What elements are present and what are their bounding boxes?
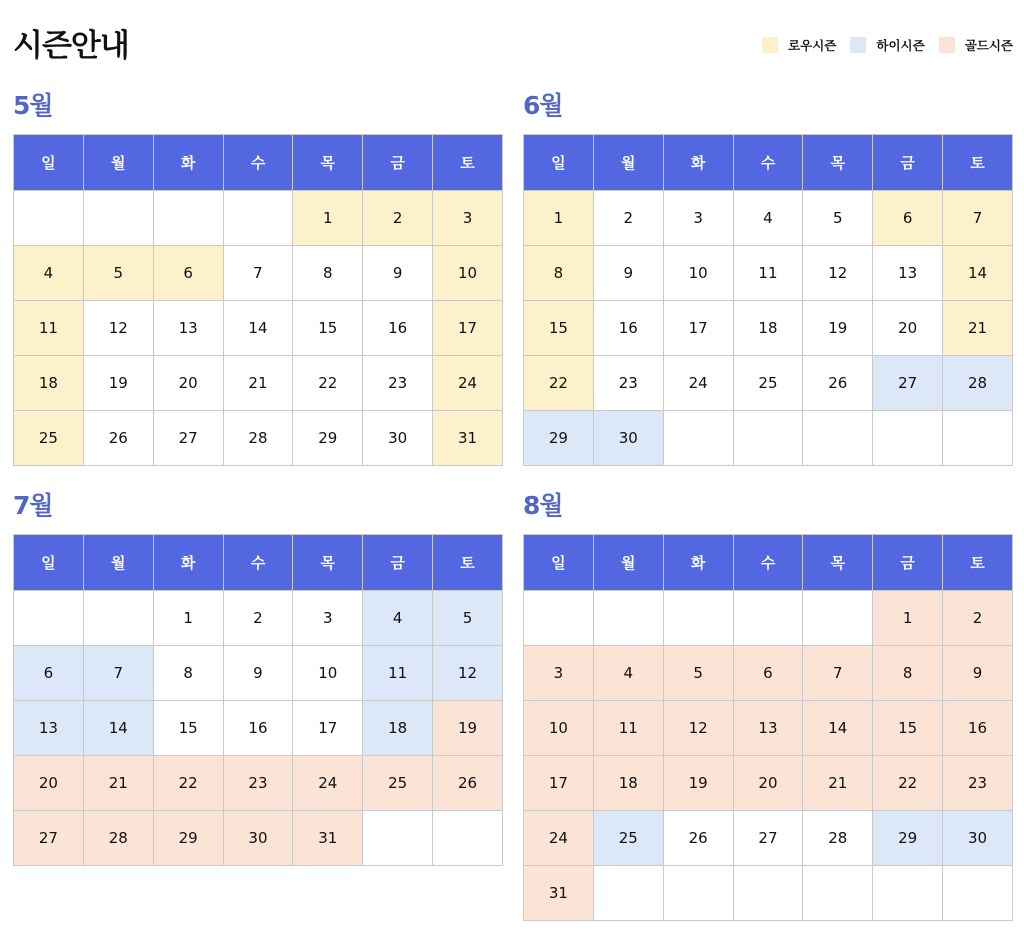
day-cell[interactable]: 5 — [663, 646, 733, 701]
weekday-header: 금 — [363, 135, 433, 191]
day-cell[interactable]: 16 — [363, 301, 433, 356]
week-row — [524, 246, 1013, 301]
day-cell[interactable]: 29 — [873, 811, 943, 866]
day-cell[interactable]: 19 — [83, 356, 153, 411]
empty-cell — [14, 591, 84, 646]
calendar-table — [523, 534, 1013, 921]
day-cell[interactable]: 8 — [524, 246, 594, 301]
weekday-header: 일 — [524, 535, 594, 591]
empty-cell — [363, 811, 433, 866]
day-cell[interactable]: 22 — [153, 756, 223, 811]
day-cell[interactable]: 24 — [663, 356, 733, 411]
day-cell[interactable]: 31 — [293, 811, 363, 866]
empty-cell — [14, 191, 84, 246]
calendar-may — [13, 134, 503, 466]
day-cell[interactable]: 22 — [873, 756, 943, 811]
week-row — [14, 411, 503, 466]
day-cell[interactable]: 14 — [223, 301, 293, 356]
day-cell[interactable]: 31 — [524, 866, 594, 921]
empty-cell — [83, 591, 153, 646]
empty-cell — [153, 191, 223, 246]
day-cell[interactable]: 15 — [873, 701, 943, 756]
day-cell[interactable]: 12 — [663, 701, 733, 756]
weekday-header: 월 — [593, 535, 663, 591]
weekday-header: 화 — [663, 535, 733, 591]
legend-swatch-low — [762, 37, 778, 53]
day-cell[interactable]: 27 — [14, 811, 84, 866]
weekday-header: 월 — [83, 135, 153, 191]
weekday-header-row — [14, 535, 503, 591]
weekday-header: 목 — [293, 135, 363, 191]
weekday-header-row — [524, 535, 1013, 591]
day-cell[interactable]: 14 — [83, 701, 153, 756]
day-cell[interactable]: 24 — [293, 756, 363, 811]
day-cell[interactable]: 6 — [733, 646, 803, 701]
day-cell[interactable]: 9 — [593, 246, 663, 301]
day-cell[interactable]: 17 — [293, 701, 363, 756]
calendar-table — [13, 134, 503, 466]
day-cell[interactable]: 3 — [663, 191, 733, 246]
calendar-june — [523, 134, 1013, 466]
day-cell[interactable]: 1 — [873, 591, 943, 646]
legend-label: 하이시즌 — [876, 38, 925, 53]
day-cell[interactable]: 8 — [873, 646, 943, 701]
day-cell[interactable]: 6 — [873, 191, 943, 246]
legend-label: 로우시즌 — [788, 38, 837, 53]
weekday-header: 수 — [733, 535, 803, 591]
day-cell[interactable]: 17 — [524, 756, 594, 811]
day-cell[interactable]: 8 — [153, 646, 223, 701]
day-cell[interactable]: 7 — [223, 246, 293, 301]
weekday-header: 화 — [153, 135, 223, 191]
empty-cell — [733, 866, 803, 921]
empty-cell — [803, 866, 873, 921]
day-cell[interactable]: 15 — [524, 301, 594, 356]
day-cell[interactable]: 7 — [943, 191, 1013, 246]
month-title-june: 6월 — [523, 91, 563, 120]
day-cell[interactable]: 17 — [433, 301, 503, 356]
week-row — [524, 756, 1013, 811]
day-cell[interactable]: 18 — [363, 701, 433, 756]
weekday-header-row — [14, 135, 503, 191]
calendar-august — [523, 534, 1013, 921]
day-cell[interactable]: 4 — [363, 591, 433, 646]
legend-item-low — [762, 36, 836, 54]
week-row — [14, 301, 503, 356]
day-cell[interactable]: 15 — [153, 701, 223, 756]
day-cell[interactable]: 11 — [733, 246, 803, 301]
empty-cell — [83, 191, 153, 246]
day-cell[interactable]: 1 — [293, 191, 363, 246]
empty-cell — [943, 866, 1013, 921]
day-cell[interactable]: 23 — [943, 756, 1013, 811]
day-cell[interactable]: 30 — [593, 411, 663, 466]
day-cell[interactable]: 2 — [363, 191, 433, 246]
day-cell[interactable]: 4 — [14, 246, 84, 301]
day-cell[interactable]: 25 — [593, 811, 663, 866]
day-cell[interactable]: 23 — [223, 756, 293, 811]
empty-cell — [873, 866, 943, 921]
day-cell[interactable]: 18 — [14, 356, 84, 411]
day-cell[interactable]: 19 — [433, 701, 503, 756]
day-cell[interactable]: 19 — [803, 301, 873, 356]
weekday-header: 월 — [593, 135, 663, 191]
day-cell[interactable]: 12 — [433, 646, 503, 701]
day-cell[interactable]: 10 — [524, 701, 594, 756]
day-cell[interactable]: 13 — [733, 701, 803, 756]
week-row — [524, 701, 1013, 756]
weekday-header: 일 — [14, 135, 84, 191]
day-cell[interactable]: 9 — [943, 646, 1013, 701]
day-cell[interactable]: 11 — [363, 646, 433, 701]
empty-cell — [223, 191, 293, 246]
day-cell[interactable]: 5 — [803, 191, 873, 246]
day-cell[interactable]: 13 — [14, 701, 84, 756]
day-cell[interactable]: 27 — [873, 356, 943, 411]
weekday-header: 금 — [873, 135, 943, 191]
month-title-august: 8월 — [523, 491, 563, 520]
weekday-header: 목 — [803, 135, 873, 191]
day-cell[interactable]: 10 — [293, 646, 363, 701]
page-title: 시즌안내 — [13, 28, 129, 64]
empty-cell — [663, 866, 733, 921]
day-cell[interactable]: 25 — [733, 356, 803, 411]
week-row — [524, 301, 1013, 356]
day-cell[interactable]: 1 — [524, 191, 594, 246]
day-cell[interactable]: 2 — [223, 591, 293, 646]
day-cell[interactable]: 18 — [593, 756, 663, 811]
day-cell[interactable]: 20 — [14, 756, 84, 811]
day-cell[interactable]: 15 — [293, 301, 363, 356]
week-row — [14, 701, 503, 756]
day-cell[interactable]: 16 — [593, 301, 663, 356]
weekday-header: 목 — [803, 535, 873, 591]
day-cell[interactable]: 30 — [943, 811, 1013, 866]
week-row — [14, 246, 503, 301]
weekday-header: 화 — [663, 135, 733, 191]
empty-cell — [733, 411, 803, 466]
day-cell[interactable]: 21 — [83, 756, 153, 811]
day-cell[interactable]: 5 — [83, 246, 153, 301]
day-cell[interactable]: 28 — [223, 411, 293, 466]
week-row — [14, 591, 503, 646]
empty-cell — [663, 591, 733, 646]
day-cell[interactable]: 4 — [593, 646, 663, 701]
day-cell[interactable]: 16 — [223, 701, 293, 756]
calendar-table — [523, 134, 1013, 466]
season-legend — [762, 36, 1013, 54]
week-row — [14, 756, 503, 811]
day-cell[interactable]: 3 — [293, 591, 363, 646]
day-cell[interactable]: 17 — [663, 301, 733, 356]
day-cell[interactable]: 26 — [663, 811, 733, 866]
day-cell[interactable]: 23 — [593, 356, 663, 411]
empty-cell — [943, 411, 1013, 466]
week-row — [524, 191, 1013, 246]
day-cell[interactable]: 24 — [524, 811, 594, 866]
empty-cell — [873, 411, 943, 466]
legend-label: 골드시즌 — [964, 38, 1013, 53]
weekday-header: 금 — [363, 535, 433, 591]
day-cell[interactable]: 11 — [14, 301, 84, 356]
day-cell[interactable]: 18 — [733, 301, 803, 356]
day-cell[interactable]: 26 — [803, 356, 873, 411]
day-cell[interactable]: 21 — [943, 301, 1013, 356]
weekday-header: 수 — [223, 535, 293, 591]
day-cell[interactable]: 6 — [153, 246, 223, 301]
day-cell[interactable]: 7 — [803, 646, 873, 701]
week-row — [14, 191, 503, 246]
day-cell[interactable]: 30 — [223, 811, 293, 866]
day-cell[interactable]: 20 — [873, 301, 943, 356]
day-cell[interactable]: 9 — [363, 246, 433, 301]
weekday-header: 수 — [223, 135, 293, 191]
day-cell[interactable]: 10 — [663, 246, 733, 301]
day-cell[interactable]: 29 — [293, 411, 363, 466]
day-cell[interactable]: 13 — [873, 246, 943, 301]
empty-cell — [433, 811, 503, 866]
weekday-header: 목 — [293, 535, 363, 591]
day-cell[interactable]: 21 — [223, 356, 293, 411]
day-cell[interactable]: 20 — [153, 356, 223, 411]
day-cell[interactable]: 27 — [733, 811, 803, 866]
day-cell[interactable]: 10 — [433, 246, 503, 301]
day-cell[interactable]: 4 — [733, 191, 803, 246]
weekday-header: 일 — [524, 135, 594, 191]
day-cell[interactable]: 20 — [733, 756, 803, 811]
day-cell[interactable]: 25 — [14, 411, 84, 466]
week-row — [524, 811, 1013, 866]
day-cell[interactable]: 5 — [433, 591, 503, 646]
day-cell[interactable]: 7 — [83, 646, 153, 701]
day-cell[interactable]: 28 — [803, 811, 873, 866]
day-cell[interactable]: 12 — [83, 301, 153, 356]
day-cell[interactable]: 9 — [223, 646, 293, 701]
day-cell[interactable]: 14 — [943, 246, 1013, 301]
week-row — [524, 866, 1013, 921]
legend-item-gold — [939, 36, 1013, 54]
empty-cell — [803, 591, 873, 646]
day-cell[interactable]: 16 — [943, 701, 1013, 756]
day-cell[interactable]: 6 — [14, 646, 84, 701]
day-cell[interactable]: 27 — [153, 411, 223, 466]
month-title-may: 5월 — [13, 91, 53, 120]
weekday-header: 화 — [153, 535, 223, 591]
day-cell[interactable]: 30 — [363, 411, 433, 466]
day-cell[interactable]: 3 — [524, 646, 594, 701]
weekday-header-row — [524, 135, 1013, 191]
day-cell[interactable]: 11 — [593, 701, 663, 756]
day-cell[interactable]: 26 — [83, 411, 153, 466]
empty-cell — [663, 411, 733, 466]
weekday-header: 수 — [733, 135, 803, 191]
day-cell[interactable]: 1 — [153, 591, 223, 646]
weekday-header: 일 — [14, 535, 84, 591]
day-cell[interactable]: 29 — [153, 811, 223, 866]
empty-cell — [803, 411, 873, 466]
day-cell[interactable]: 31 — [433, 411, 503, 466]
weekday-header: 토 — [943, 535, 1013, 591]
legend-swatch-high — [850, 37, 866, 53]
day-cell[interactable]: 23 — [363, 356, 433, 411]
weekday-header: 월 — [83, 535, 153, 591]
day-cell[interactable]: 29 — [524, 411, 594, 466]
day-cell[interactable]: 13 — [153, 301, 223, 356]
day-cell[interactable]: 14 — [803, 701, 873, 756]
weekday-header: 토 — [433, 535, 503, 591]
day-cell[interactable]: 28 — [83, 811, 153, 866]
day-cell[interactable]: 22 — [293, 356, 363, 411]
day-cell[interactable]: 21 — [803, 756, 873, 811]
empty-cell — [593, 591, 663, 646]
day-cell[interactable]: 24 — [433, 356, 503, 411]
legend-swatch-gold — [939, 37, 955, 53]
day-cell[interactable]: 8 — [293, 246, 363, 301]
week-row — [524, 411, 1013, 466]
weekday-header: 금 — [873, 535, 943, 591]
day-cell[interactable]: 3 — [433, 191, 503, 246]
day-cell[interactable]: 2 — [593, 191, 663, 246]
empty-cell — [593, 866, 663, 921]
day-cell[interactable]: 25 — [363, 756, 433, 811]
week-row — [14, 356, 503, 411]
calendar-table — [13, 534, 503, 866]
day-cell[interactable]: 19 — [663, 756, 733, 811]
week-row — [14, 646, 503, 701]
day-cell[interactable]: 2 — [943, 591, 1013, 646]
week-row — [524, 356, 1013, 411]
week-row — [524, 591, 1013, 646]
empty-cell — [524, 591, 594, 646]
day-cell[interactable]: 28 — [943, 356, 1013, 411]
day-cell[interactable]: 12 — [803, 246, 873, 301]
month-title-july: 7월 — [13, 491, 53, 520]
empty-cell — [733, 591, 803, 646]
day-cell[interactable]: 22 — [524, 356, 594, 411]
day-cell[interactable]: 26 — [433, 756, 503, 811]
week-row — [14, 811, 503, 866]
calendar-july — [13, 534, 503, 866]
legend-item-high — [850, 36, 924, 54]
week-row — [524, 646, 1013, 701]
weekday-header: 토 — [433, 135, 503, 191]
weekday-header: 토 — [943, 135, 1013, 191]
